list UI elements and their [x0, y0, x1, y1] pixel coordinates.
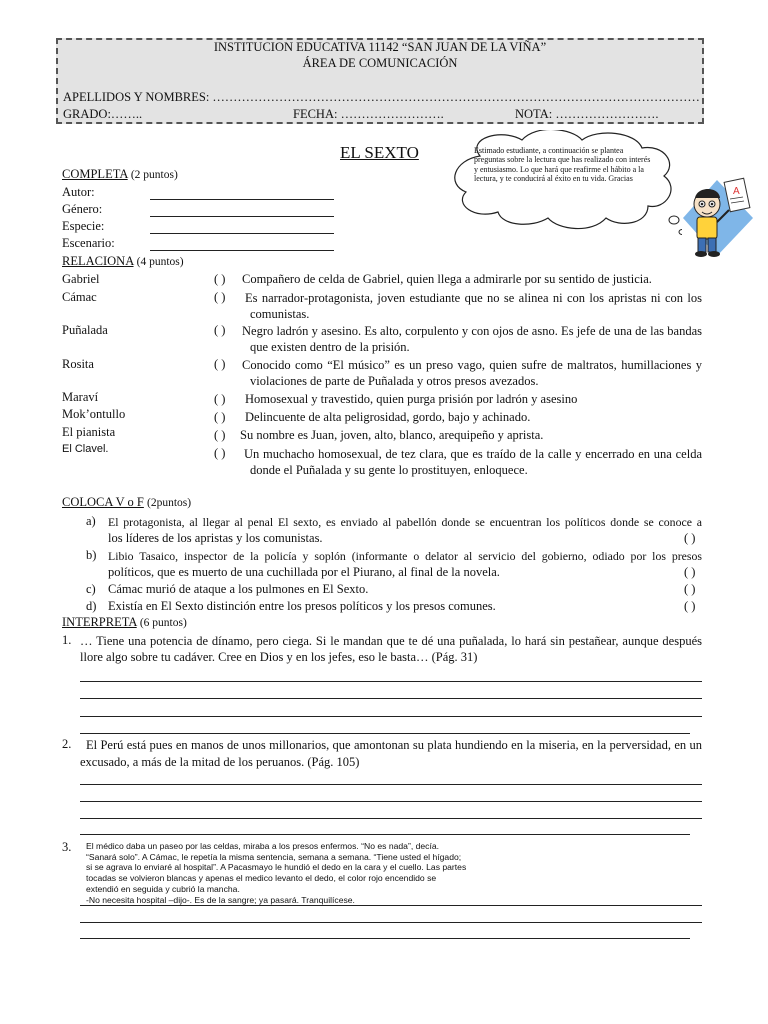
- character-name: Cámac: [62, 290, 97, 304]
- passage-line: El médico daba un paseo por las celdas, miraba a los presos enfermos. “No es nada”, decía.: [86, 841, 440, 851]
- field-label-genero: Género:: [62, 202, 103, 216]
- answer-parenthesis[interactable]: ( ): [214, 446, 226, 460]
- answer-line[interactable]: [80, 801, 702, 802]
- answer-line[interactable]: [80, 681, 702, 682]
- description-text: Su nombre es Juan, joven, alto, blanco, arequipeño y aprista.: [240, 428, 544, 442]
- statement-text: Cámac murió de ataque a los pulmones en El Sexto.: [108, 582, 369, 596]
- description-text: Compañero de celda de Gabriel, quien llega a admirarle por su sentido de justicia.: [242, 272, 652, 286]
- passage-line: si se agrava lo enviaré al hospital”. A Pacasmayo le hundió el dedo en la cara y el cuello. Las partes: [86, 862, 467, 873]
- character-name: Rosita: [62, 357, 94, 371]
- character-name: El pianista: [62, 425, 116, 439]
- interpreta-heading: INTERPRETA (6 puntos): [62, 615, 187, 629]
- autor-answer-line[interactable]: [150, 199, 334, 200]
- field-label-especie: Especie:: [62, 219, 105, 233]
- especie-answer-line[interactable]: [150, 233, 334, 234]
- true-false-answer[interactable]: ( ): [684, 599, 696, 613]
- passage-line: “Sanará solo”. A Cámac, le repetía la misma sentencia, semana a semana. “Tiene usted el hígado;: [86, 851, 462, 862]
- passage-line: tocadas se volvieron blancas y apenas el medico levanto el dedo, el color rojo encendido se: [86, 873, 437, 884]
- question-number: 1.: [62, 633, 72, 647]
- character-name: Puñalada: [62, 323, 108, 337]
- description-text: Negro ladrón y asesino. Es alto, corpulento y con ojos de asno. Es jefe de una de las bandas: [242, 324, 702, 338]
- speech-bubble-text: Estimado estudiante, a continuación se plantea preguntas sobre la lectura que has realizado con interés y entusiasmo. Lo que hará que reafirme el hábito a la lectura, y te conducirá al éxito en tu vida. Gracias: [474, 146, 651, 184]
- answer-parenthesis[interactable]: ( ): [214, 272, 226, 286]
- item-letter: c): [86, 582, 96, 596]
- answer-line[interactable]: [80, 784, 702, 785]
- names-field[interactable]: APELLIDOS Y NOMBRES: ………………………………………………………………………………………………………: [63, 90, 700, 104]
- answer-parenthesis[interactable]: ( ): [214, 323, 226, 337]
- description-text: Es narrador-protagonista, joven estudiante que no se alinea ni con los apristas ni con los: [245, 291, 702, 305]
- header-box: [56, 38, 704, 124]
- genero-answer-line[interactable]: [150, 216, 334, 217]
- character-name: El Clavel.: [62, 443, 109, 455]
- question-text: … Tiene una potencia de dínamo, pero ciega. Si le mandan que te dé una puñalada, lo hará sin pestañear, aunque después: [80, 634, 702, 648]
- field-label-escenario: Escenario:: [62, 236, 115, 250]
- true-false-answer[interactable]: ( ): [684, 531, 696, 545]
- statement-text: Existía en El Sexto distinción entre los presos políticos y los presos comunes.: [108, 599, 496, 613]
- completa-heading: COMPLETA (2 puntos): [62, 167, 178, 181]
- item-letter: b): [86, 548, 97, 562]
- description-text: donde el Puñalada y su gente lo prostituyen, enloquece.: [250, 463, 528, 477]
- true-false-answer[interactable]: ( ): [684, 565, 696, 579]
- svg-text:A: A: [733, 186, 740, 197]
- answer-parenthesis[interactable]: ( ): [214, 392, 226, 406]
- answer-line[interactable]: [80, 938, 690, 939]
- page-title: EL SEXTO: [340, 143, 419, 162]
- description-text: que existen dentro de la prisión.: [250, 340, 410, 354]
- question-number: 3.: [62, 840, 72, 854]
- answer-line[interactable]: [80, 818, 702, 819]
- coloca-heading: COLOCA V o F (2puntos): [62, 495, 192, 509]
- description-text: Homosexual y travestido, quien purga prisión por ladrón y asesino: [245, 392, 578, 406]
- answer-parenthesis[interactable]: ( ): [214, 290, 226, 304]
- question-text: llore algo sobre tu cadáver. Cree en Dios y en los jefes, eso le basta… (Pág. 31): [80, 650, 478, 664]
- answer-line[interactable]: [80, 733, 690, 734]
- statement-text: El protagonista, al llegar al penal El sexto, es enviado al pabellón donde se encuentran los políticos donde se conoce a: [108, 515, 702, 529]
- answer-parenthesis[interactable]: ( ): [214, 357, 226, 371]
- statement-text: Libio Tasaico, inspector de la policía y soplón (informante o delator al servicio del gobierno, odiado por los presos: [108, 549, 702, 563]
- grade-field[interactable]: GRADO:……..: [63, 107, 143, 121]
- item-letter: a): [86, 514, 96, 528]
- answer-line[interactable]: [80, 716, 702, 717]
- true-false-answer[interactable]: ( ): [684, 582, 696, 596]
- answer-line[interactable]: [80, 698, 702, 699]
- question-text: excusado, a más de la mitad de los peruanos. (Pág. 105): [80, 755, 360, 769]
- description-text: Conocido como “El músico” es un preso vago, quien sufre de maltratos, humillaciones y: [242, 358, 702, 372]
- statement-text: los líderes de los apristas y los comunistas.: [108, 531, 323, 545]
- school-name: INSTITUCION EDUCATIVA 11142 “SAN JUAN DE LA VIÑA”: [213, 40, 547, 54]
- item-letter: d): [86, 599, 97, 613]
- description-text: comunistas.: [250, 307, 310, 321]
- answer-line[interactable]: [80, 905, 702, 906]
- character-name: Mok’ontullo: [62, 407, 126, 421]
- grade-note-field[interactable]: NOTA: …………………….: [515, 107, 659, 121]
- question-number: 2.: [62, 737, 72, 751]
- quoted-passage: [86, 841, 556, 905]
- answer-line[interactable]: [80, 922, 702, 923]
- area-name: ÁREA DE COMUNICACIÓN: [302, 56, 458, 70]
- relaciona-heading: RELACIONA (4 puntos): [62, 254, 184, 268]
- passage-line: extendió en seguida y cubrió la mancha.: [86, 883, 240, 894]
- description-text: violaciones de parte de Puñalada y otros presos avezados.: [250, 374, 539, 388]
- statement-text: políticos, que es muerto de una cuchillada por el Piurano, al final de la novela.: [108, 565, 500, 579]
- question-text: El Perú está pues en manos de unos millonarios, que amontonan su plata hundiendo en la miseria, en la perversidad, en un: [86, 738, 702, 752]
- answer-line[interactable]: [80, 834, 690, 835]
- description-text: Un muchacho homosexual, de tez clara, que es traído de la calle y encerrado en una celda: [244, 447, 702, 461]
- passage-line: -No necesita hospital –dijo-. Es de la sangre; ya pasará. Tranquilícese.: [86, 894, 355, 905]
- answer-parenthesis[interactable]: ( ): [214, 428, 226, 442]
- answer-parenthesis[interactable]: ( ): [214, 410, 226, 424]
- field-label-autor: Autor:: [62, 185, 95, 199]
- student-mascot-icon: [683, 172, 753, 262]
- date-field[interactable]: FECHA: …………………….: [293, 107, 444, 121]
- character-name: Maraví: [62, 390, 99, 404]
- escenario-answer-line[interactable]: [150, 250, 334, 251]
- character-name: Gabriel: [62, 272, 100, 286]
- description-text: Delincuente de alta peligrosidad, gordo, bajo y achinado.: [245, 410, 531, 424]
